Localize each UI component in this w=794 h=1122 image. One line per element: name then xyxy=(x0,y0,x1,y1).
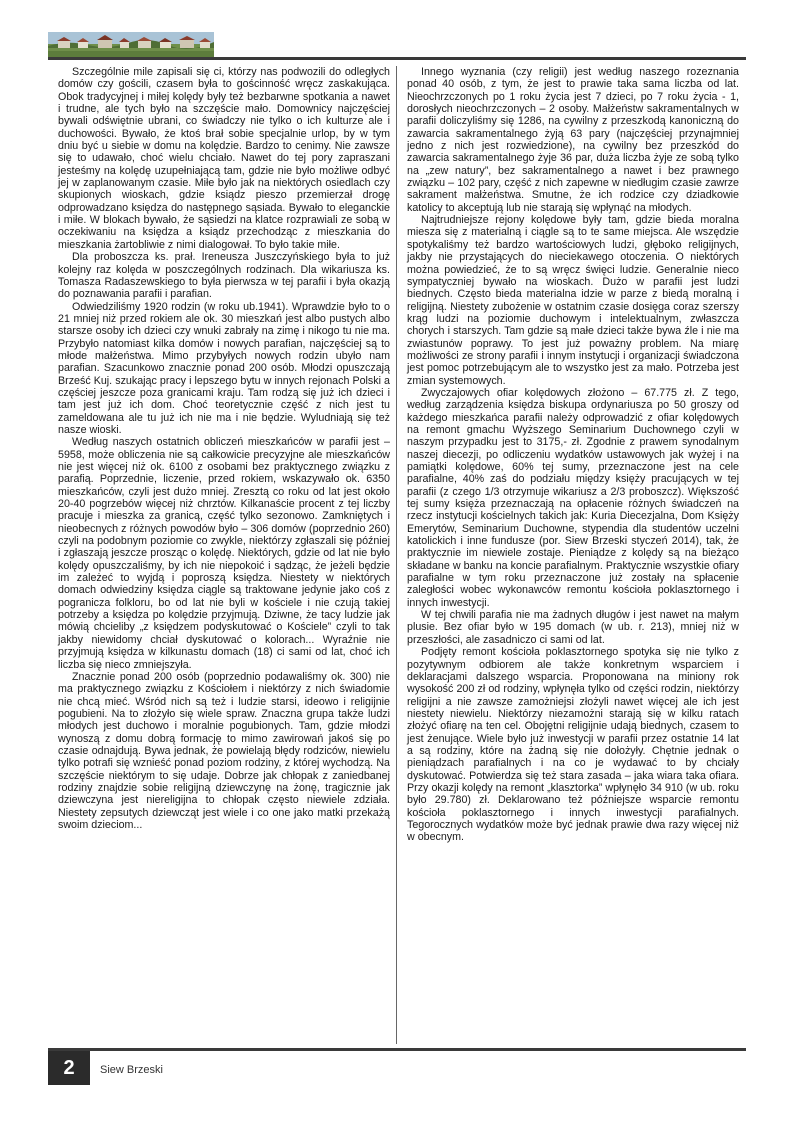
article-left-column xyxy=(58,66,390,831)
publication-title: Siew Brzeski xyxy=(100,1064,163,1076)
footer-rule xyxy=(48,1048,746,1051)
right-paragraph-3: Zwyczajowych ofiar kolędowych złożono – 67.775 zł. Z tego, według zarządzenia księdza biskupa ordynariusza po 50 groszy od każdego mieszkańca parafii należy odprowadzić z ofiar kolędowych na remont gmachu Wyższego Seminarium Duchownego czyli w naszym przypadku jest to 3175,- zł. Zgodnie z prawem synodalnym naszej diecezji, po odliczeniu wydatków ustawowych jak wyżej i na pamiątki kolędowe, 60% tej sumy, przeznaczone jest na cele parafialne, 40% zaś do podziału między księży pracujących w tej parafii (z czego 1/3 otrzymuje wikariusz a 2/3 proboszcz). Większość tej sumy księża przeznaczają na opłacenie różnych świadczeń na rzecz instytucji kościelnych takich jak: Kuria Diecezjalna, Dom Księży Emerytów, Seminarium Duchowne, stypendia dla studentów uczelni katolickich i inne fundusze (por. Siew Brzeski styczeń 2014), tak, że praktycznie im niewiele zostaje. Pieniądze z kolędy są na bieżąco składane w banku na koncie parafialnym. Praktycznie wszystkie ofiary parafialne w tym roku przeznaczone już zostały na spłacenie zaległości wobec wykonawców remontu kościoła poklasztornego i innych inwestycji. xyxy=(407,386,739,609)
header-rule xyxy=(48,57,746,60)
right-paragraph-1: Innego wyznania (czy religii) jest według naszego rozeznania ponad 40 osób, z tym, że jest to prawie taka sama liczba od lat. Nieochrzczonych po 1 roku życia jest 7 dzieci, po 7 roku życia - 1, dorosłych nieochrzczonych – 2 osoby. Małżeństw sakramentalnych w parafii doliczyliśmy się 1286, na cywilny z przeszkodą kanoniczną do zawarcia sakramentalnego żyją 63 pary (najczęściej przynajmniej jedno z nich jest rozwiedzione), na cywilny bez przeszkód do zawarcia sakramentalnego żyje 36 par, duża liczba żyje ze sobą tylko na „zew natury”, bez sakramentalnego a nawet i bez prawnego związku – 102 pary, część z nich zapewne w niedługim czasie zawrze sakrament małżeństwa. Smutne, że ich rodzice czy dziadkowie katolicy to akceptują lub nie starają się wpłynąć na młodych. xyxy=(407,66,739,214)
right-paragraph-2: Najtrudniejsze rejony kolędowe były tam, gdzie bieda moralna miesza się z materialną i ciągle są to te same miejsca. Ale wszędzie spotykaliśmy też bardzo wartościowych ludzi, głęboko religijnych, jakby nie przystających do nieciekawego otoczenia. O niektórych można powiedzieć, że to są wręcz święci ludzie. Generalnie nieco sympatyczniej bywało na wioskach. Dużo w parafii jest ludzi biednych. Często bieda materialna idzie w parze z biedą moralną i religijną. Niestety zubożenie w ostatnim czasie dosięga coraz szerszy krąg ludzi na poziomie duchowym i intelektualnym, zwłaszcza chorych i starszych. Tam gdzie są małe dzieci także bywa źle i nie ma zwiastunów poprawy. To jest już poważny problem. Na miarę możliwości ze strony parafii i innym instytucji i organizacji świadczona jest pomoc potrzebującym ale to wszystko jest za mało. Potrzeba jest zmian systemowych. xyxy=(407,214,739,387)
left-paragraph-2: Dla proboszcza ks. prał. Ireneusza Juszczyńskiego była to już kolejny raz kolęda w poszczególnych rodzinach. Dla wikariusza ks. Tomasza Radaszewskiego to była pierwsza w tej parafii i była okazją do poznawania parafii i parafian. xyxy=(58,251,390,301)
article-right-column xyxy=(407,66,739,844)
column-divider xyxy=(396,66,397,1044)
left-paragraph-1: Szczególnie mile zapisali się ci, którzy nas podwozili do odległych domów czy gościli, czasem była to gościnność wręcz zaskakująca. Obok tradycyjnej i miłej kolędy były też bezbarwne spotkania a nawet i trudne, ale tych było na szczęście mało. Domownicy najczęściej bywali odświętnie ubrani, co świadczy nie tylko o ich kulturze ale i duchowości. Bywało, że ktoś brał sobie specjalnie urlop, by w tym dniu być u siebie w domu na kolędzie. Bardzo to cenimy. Nie zawsze się to udawało, choć wielu chciało. Nawet do tej pory zapraszani jesteśmy na kolędę uzupełniającą tam, gdzie nie było możliwe odbyć jej w zaplanowanym czasie. Miłe było jak na niektórych osiedlach czy skupionych wioskach, gdzie ksiądz pieszo przemierzał drogę odprowadzano księdza do następnego sąsiada. Bywało to eleganckie i miłe. W blokach bywało, że sąsiedzi na klatce rozprawiali ze sobą w oczekiwaniu na księdza a ksiądz przechodząc z mieszkania do mieszkania żartobliwie z nimi dialogował. To było takie miłe. xyxy=(58,66,390,251)
page-number: 2 xyxy=(48,1051,90,1085)
left-paragraph-3: Odwiedziliśmy 1920 rodzin (w roku ub.1941). Wprawdzie było to o 21 mniej niż przed rokiem ale ok. 30 mieszkań jest albo pustych albo starsze osoby ich dzieci czy wnuki zabrały na zimę i nikogo tu nie ma. Przybyło natomiast kilka domów i nowych parafian, najczęściej są to młode małżeństwa. Mimo przybyłych nowych rodzin ubyło nam parafian. Szacunkowo znacznie ponad 200 osób. Młodzi opuszczają Brześć Kuj. szukając pracy i lepszego bytu w innych rejonach Polski a częściej jeszcze poza granicami kraju. Tam rodzą się już ich dzieci i tam jest już ich dom. Choć teoretycznie część z nich jest tu zameldowana ale tu już ich nie ma i nie będzie. Wyludniają się też nasze wioski. xyxy=(58,300,390,436)
left-paragraph-4: Według naszych ostatnich obliczeń mieszkańców w parafii jest – 5958, może obliczenia nie są całkowicie precyzyjne ale mieszkańców nie jest więcej niż ok. 6100 z osobami bez praktycznego związku z parafią. Poprzednie, liczenie, przed rokiem, wskazywało ok. 6350 mieszkańców, czyli jest dużo mniej. Zresztą co roku od lat jest około 20-40 pogrzebów więcej niż chrztów. Kilkanaście procent z tej liczby pracuje i mieszka za granicą, część tylko sezonowo. Zamkniętych i nieobecnych z różnych powodów było – 306 domów (poprzednio 260) czyli na podobnym poziomie co zwykle, niektórzy zgłaszali się później i zgłaszają jeszcze prosząc o kolędę. Niektórych, gdzie od lat nie było kolędy opuszczaliśmy, by ich nie niepokoić i sądząc, że jeżeli będzie im zależeć to wyjdą i poproszą księdza. Niestety w niektórych domach odwiedziny księdza ciągle są traktowane jedynie jako coś z pogranicza folkloru, bo od lat nie byli w kościele i nie czują takiej potrzeby a księdza po kolędzie przyjmują. Dziwne, że tacy ludzie jak mówią chcieliby „z księdzem podyskutować o Kościele” czyli to tak jakby niewidomy chciał dyskutować o kolorach... Wyraźnie nie przyjmują księdza w kilkunastu domach (18) ci sami od lat, choć ich liczba się nieco zmniejszyła. xyxy=(58,436,390,671)
header-village-image xyxy=(48,32,214,58)
left-paragraph-5: Znacznie ponad 200 osób (poprzednio podawaliśmy ok. 300) nie ma praktycznego związku z Kościołem i niektórzy z nich świadomie nie chcą mieć. Wśród nich są też i ludzie starsi, ideowo i religijnie pogubieni. Na to złożyło się wiele spraw. Znaczna grupa także ludzi młodych jest duchowo i moralnie pogubionych. Tam, gdzie młodzi wynoszą z domu dobrą formację to mimo zawirowań jakoś się po czasie odnajdują. Bywa jednak, że powielają błędy rodziców, niewielu tylko potrafi się wznieść ponad poziom rodziny, z której wychodzą. Na szczęście niektórym to się udaje. Dobrze jak chłopak z zaniedbanej rodziny znajdzie sobie religijną dziewczynę na żonę, tragicznie jak dziewczyna jest niereligijna to chłopak często niewiele zdziała. Niestety zepsutych dziewcząt jest wiele i co one jako matki przekażą swoim dzieciom... xyxy=(58,670,390,831)
right-paragraph-4: W tej chwili parafia nie ma żadnych długów i jest nawet na małym plusie. Bez ofiar było w 195 domach (w ub. r. 213), mniej niż w przeszłości, ale zasadniczo ci sami od lat. xyxy=(407,609,739,646)
village-panorama-illustration xyxy=(48,32,214,58)
right-paragraph-5: Podjęty remont kościoła poklasztornego spotyka się nie tylko z pozytywnym odbiorem ale także konkretnym wsparciem i deklaracjami dalszego wsparcia. Proponowana na miniony rok wysokość 200 zł od rodziny, wpłynęła tylko od części rodzin, niektórzy religijni a nie zawsze zamożniejsi złożyli nawet więcej ale ich jest niestety niewielu. Niektórzy niezamożni starają się w kilku ratach złożyć ofiarę na ten cel. Obojętni religijnie udają biednych, czasem to jest żenujące. Wiele było już inwestycji w parafii przez ostatnie 14 lat a są rodziny, które na żadną się nie dołożyły. Chętnie jednak o pieniądzach parafialnych i na co je wydawać to by chciały dyskutować. Potwierdza się też stara zasada – jaka wiara taka ofiara. Przy okazji kolędy na remont „klasztorka” wpłynęło 34 910 (w ub. roku było 29.780) zł. Deklarowano też późniejsze wsparcie remontu kościoła poklasztornego i innych inwestycji parafialnych. Tegorocznych wydatków może być jednak prawie dwa razy więcej niż w obecnym. xyxy=(407,646,739,844)
